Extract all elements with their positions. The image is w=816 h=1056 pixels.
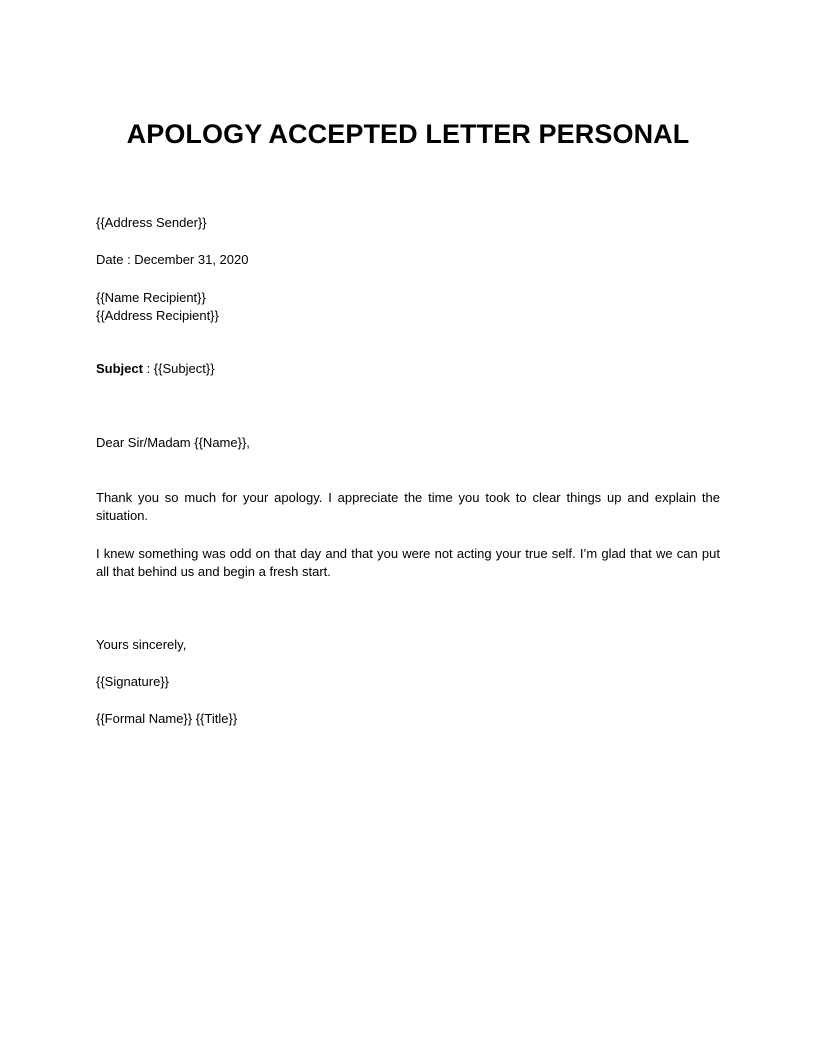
subject-label: Subject xyxy=(96,361,143,376)
recipient-address: {{Address Recipient}} xyxy=(96,308,219,323)
body-paragraph-1: Thank you so much for your apology. I appreciate the time you took to clear things up and explain the situation. xyxy=(96,490,720,523)
closing: Yours sincerely, xyxy=(96,637,187,652)
date-line: Date : December 31, 2020 xyxy=(96,252,249,267)
body-paragraph-2: I knew something was odd on that day and that you were not acting your true self. I’m glad that we can put all that behind us and begin a fresh start. xyxy=(96,546,720,579)
subject-value: : {{Subject}} xyxy=(142,361,215,376)
subject-line xyxy=(96,360,215,378)
document-title: APOLOGY ACCEPTED LETTER PERSONAL xyxy=(126,119,690,149)
sender-address: {{Address Sender}} xyxy=(96,215,207,230)
recipient-name: {{Name Recipient}} xyxy=(96,290,206,305)
formal-name-title: {{Formal Name}} {{Title}} xyxy=(96,711,238,726)
signature-placeholder: {{Signature}} xyxy=(96,674,170,689)
salutation: Dear Sir/Madam {{Name}}, xyxy=(96,435,250,450)
